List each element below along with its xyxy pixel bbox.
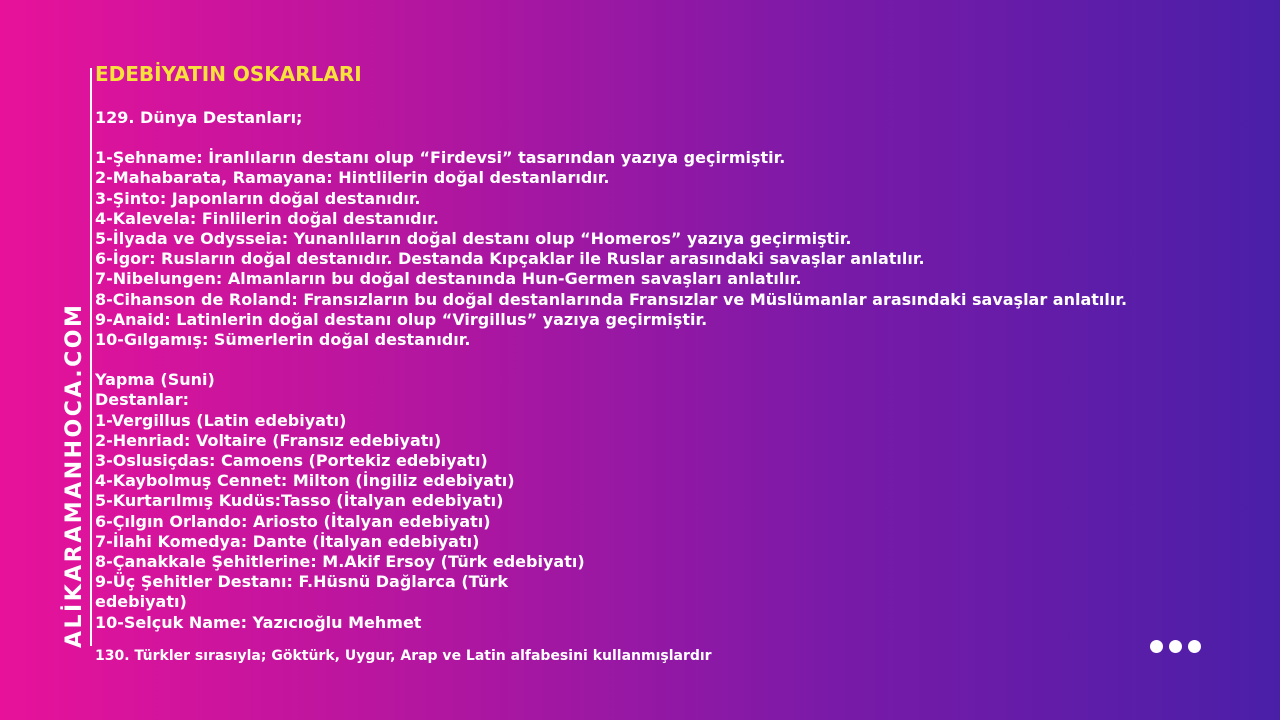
section-heading-artificial-epics: Yapma (Suni) [95,370,215,390]
list-item: 8-Cihanson de Roland: Fransızların bu doğal destanlarında Fransızlar ve Müslümanlar arasındaki savaşlar anlatılır. [95,289,1128,309]
section-heading-world-epics: 129. Dünya Destanları; [95,108,303,127]
list-item: 10-Gılgamış: Sümerlerin doğal destanıdır. [95,330,471,350]
list-item: 8-Çanakkale Şehitlerine: M.Akif Ersoy (Türk edebiyatı) [95,552,585,572]
list-item: 4-Kalevela: Finlilerin doğal destanıdır. [95,208,439,228]
list-item: 7-İlahi Komedya: Dante (İtalyan edebiyatı) [95,531,480,551]
vertical-divider [90,68,92,646]
section-heading-artificial-epics-cont: Destanlar: [95,390,190,410]
list-item: 5-Kurtarılmış Kudüs:Tasso (İtalyan edebiyatı) [95,491,504,511]
dot-icon [1150,640,1163,653]
list-item: 10-Selçuk Name: Yazıcıoğlu Mehmet [95,612,422,632]
list-item: 3-Şinto: Japonların doğal destanıdır. [95,188,421,208]
list-item: 2-Mahabarata, Ramayana: Hintlilerin doğal destanlarıdır. [95,168,610,188]
footnote: 130. Türkler sırasıyla; Göktürk, Uygur, Arap ve Latin alfabesini kullanmışlardır [95,648,712,664]
spacer [95,128,1245,148]
list-item: 4-Kaybolmuş Cennet: Milton (İngiliz edebiyatı) [95,471,515,491]
list-item-continuation: edebiyatı) [95,592,187,612]
list-item: 2-Henriad: Voltaire (Fransız edebiyatı) [95,430,442,450]
dot-icon [1188,640,1201,653]
site-brand-vertical: ALİKARAMANHOCA.COM [62,302,87,648]
list-item: 3-Oslusiçdas: Camoens (Portekiz edebiyatı) [95,451,488,471]
list-item: 6-İgor: Rusların doğal destanıdır. Destanda Kıpçaklar ile Ruslar arasındaki savaşlar anlatılır. [95,249,925,269]
list-item: 7-Nibelungen: Almanların bu doğal destanında Hun-Germen savaşları anlatılır. [95,269,802,289]
spacer [95,350,1245,370]
page-title: EDEBİYATIN OSKARLARI [95,62,362,86]
list-item: 9-Anaid: Latinlerin doğal destanı olup “Virgillus” yazıya geçirmiştir. [95,309,708,329]
list-item: 6-Çılgın Orlando: Ariosto (İtalyan edebiyatı) [95,511,491,531]
list-item: 9-Üç Şehitler Destanı: F.Hüsnü Dağlarca (Türk [95,572,508,592]
more-dots-icon[interactable] [1150,640,1201,653]
list-item: 1-Şehname: İranlıların destanı olup “Firdevsi” tasarından yazıya geçirmiştir. [95,148,786,168]
list-item: 1-Vergillus (Latin edebiyatı) [95,410,347,430]
list-item: 5-İlyada ve Odysseia: Yunanlıların doğal destanı olup “Homeros” yazıya geçirmiştir. [95,229,852,249]
dot-icon [1169,640,1182,653]
content-body [95,108,1245,633]
